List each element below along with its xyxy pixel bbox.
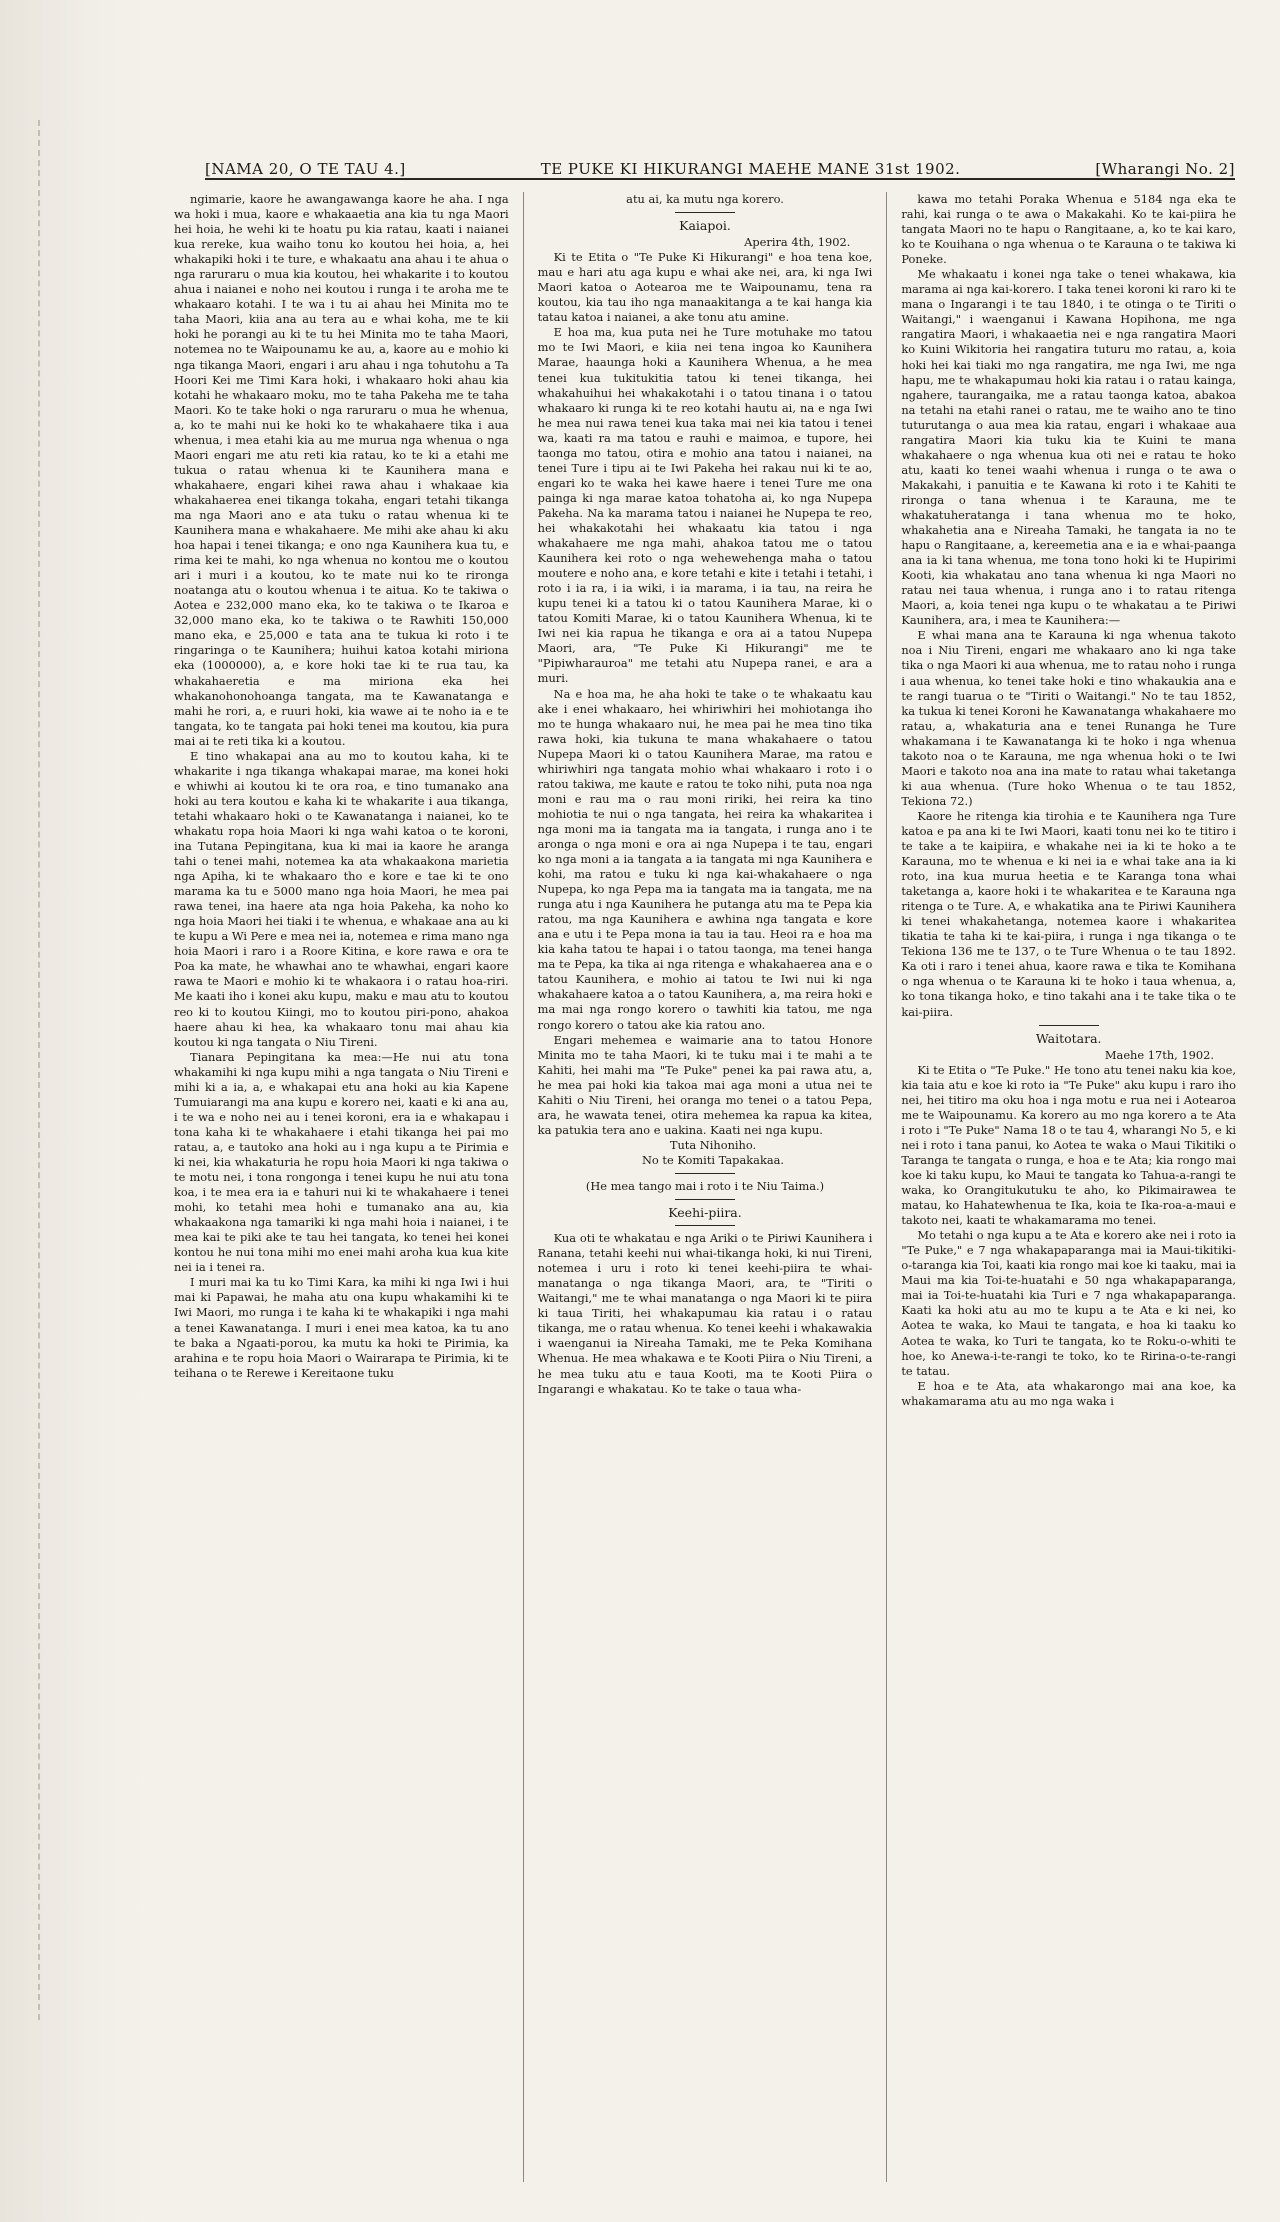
paragraph: E tino whakapai ana au mo to koutou kaha, ki te whakarite i nga tikanga whakapai marae, ma konei hoki e whiwhi ai koutou ki te ora roa, e tino tumanako ana hoki au tera koutou e kaha ki te whakarite i aua tikanga, tetahi whakaaro hoki o te Kawanatanga i naianei, ko te whakatu ropa hoia Maori ki nga wahi katoa o te koroni, ina Tutana Pepingitana, kua ki mai ia kaore he aranga tahi o tenei mahi, notemea ka ata whakaakona marietia nga Apiha, ki te whakaaro tho e kore e tae ki te ono marama ka tu e 5000 mano nga hoia Maori, he mea pai rawa tenei, ina haere ata nga hoia Pakeha, ka noho ko nga hoia Maori hei tiaki i te whenua, e whakaae ana au ki te kupu a Wi Pere e mea nei ia, notemea e rima mano nga hoia Maori i raro i a Roore Kitina, e kore rawa e ora te Poa ka mate, he whawhai ano te whawhai, engari kaore rawa te Maori e mohio ki te whakaora i o ratau hoa-riri. Me kaati iho i konei aku kupu, maku e mau atu to koutou reo ki to koutou Kiingi, mo to koutou piri-pono, ahakoa haere ahau ki hea, ka whakaaro tonu mai ahau kia koutou ki nga tangata o Niu Tireni. — [174, 748, 509, 1049]
section-divider — [675, 212, 735, 213]
paragraph: Na e hoa ma, he aha hoki te take o te whakaatu kau ake i enei whakaaro, hei whiriwhiri hei mohiotanga iho mo te hunga whakaaro nui, he mea pai he mea tino tika rawa hoki, kia tukuna te mana whakahaere o tatou Nupepa Maori ki o tatou Kaunihera Marae, ma ratou e whiriwhiri nga tangata mohio whai whakaaro i roto i o ratou takiwa, me kaute e ratou te toko nihi, puta noa nga moni e rau ma o rau moni ririki, hei reira ka tino mohiotia te nui o nga tangata, hei reira ka whakaritea i nga moni ma ia tangata ma ia tangata, i runga ano i te aronga o nga moni e ora ai nga Nupepa i te tau, engari ko nga moni a ia tangata a ia tangata mi nga Kaunihera e kohi, ma ratou e tuku ki nga kai-whakahaere o nga Nupepa, ko nga Pepa ma ia tangata ma ia tangata, me na runga atu i nga Kaunihera he putanga atu ma te Pepa kia ratou, ma nga Kaunihera e awhina nga tangata e kore ana e utu i te Pepa mona ia tau ia tau. Heoi ra e hoa ma kia kaha tatou te hapai i o tatou taonga, ma tenei hanga ma te Pepa, ka tika ai nga ritenga e whakahaerea ana e o tatou Kaunihera, e mohio ai tatou te Iwi nui ki nga whakahaere katoa a o tatou Kaunihera, a, ma reira hoki e ma mai nga rongo korero o tawhiti kia tatou, me nga rongo korero o tatou ake kia ratou ano. — [537, 686, 873, 1032]
section-divider — [1039, 1025, 1099, 1026]
paragraph: E hoa e te Ata, ata whakarongo mai ana koe, ka whakamarama atu au mo nga waka i — [901, 1378, 1237, 1408]
page-number: [Wharangi No. 2] — [1095, 160, 1235, 178]
article-columns — [160, 192, 1250, 2182]
column-2 — [523, 192, 887, 2182]
section-heading: Keehi-piira. — [668, 1205, 742, 1221]
left-page-margin — [0, 0, 150, 2222]
newspaper-title: TE PUKE KI HIKURANGI MAEHE MANE 31st 1902. — [540, 160, 961, 178]
paragraph: Ki te Etita o "Te Puke." He tono atu tenei naku kia koe, kia taia atu e koe ki roto ia "Te Puke" aku kupu i raro iho nei, hei titiro ma oku hoa i nga motu e rua nei i Aotearoa me te Waipounamu. Ka korero au mo nga korero a te Ata i roto i "Te Puke" Nama 18 o te tau 4, wharangi No 5, e ki nei i roto i tana panui, ko Aotea te waka o Maui Tikitiki o Taranga te tangata o runga, e hoa e te Ata; kia rongo mai koe ki taku kupu, ko Maui te tangata ko Tahua-a-rangi te waka, ko Orangitukutuku te aho, ko Pikimairawea te matau, ko Hahatewhenua te Ika, koia te Ika-roa-a-maui e takoto nei, kaati te whakamarama mo tenei. — [901, 1062, 1237, 1228]
paragraph: E hoa ma, kua puta nei he Ture motuhake mo tatou mo te Iwi Maori, e kiia nei tena ingoa ko Kaunihera Marae, haaunga hoki a Kaunihera Whenua, a he mea tenei kua tukitukitia tatou ki tenei tikanga, hei whakahuihui hei whakakotahi i o tatou tinana i o tatou whakaaro ki runga ki te reo kotahi hautu ai, na e nga Iwi he mea nui rawa tenei kua taka mai nei kia tatou i tenei wa, kaati ra ma tatou e rauhi e maimoa, e tupore, hei taonga mo tatou, otira e mohio ana tatou i naianei, na tenei Ture i tipu ai te Iwi Pakeha hei rakau nui ki te ao, engari ko te waka hei kawe haere i tenei Ture me ona painga ki nga marae katoa tohatoha ai, ko nga Nupepa Pakeha. Na ka marama tatou i naianei he Nupepa te reo, hei whakakotahi hei whakaatu kia tatou i nga whakahaere me nga mahi, ahakoa tatou me o tatou Kaunihera kei roto o nga wehewehenga maha o tatou moutere e noho ana, e kore tetahi e kite i tetahi i tetahi, i roto i ia ra, i ia wiki, i ia marama, i ia tau, na reira he kupu tenei ki a tatou ki o tatou Kaunihera Marae, ki o tatou Komiti Marae, ki o tatou Kaunihera Whenua, ki te Iwi nei kia rapua he tikanga e ora ai a tatou Nupepa Maori, ara, "Te Puke Ki Hikurangi" me te "Pipiwharauroa" me tetahi atu Nupepa ranei, e ara a muri. — [537, 325, 873, 686]
margin-ink-marks — [38, 120, 70, 2020]
column-3 — [886, 192, 1250, 2182]
section-heading: Kaiapoi. — [679, 218, 731, 234]
paragraph: I muri mai ka tu ko Timi Kara, ka mihi ki nga Iwi i hui mai ki Papawai, he maha atu ona kupu whakamihi ki te Iwi Maori, mo runga i te kaha ki te whakapiki i nga mahi a tenei Kawanatanga. I muri i enei mea katoa, ka tu ano te baka a Ngaati-porou, ka mutu ka hoki te Pirimia, ka arahina e te ropu hoia Maori o Wairarapa te Pirimia, ki te teihana o te Rerewe i Kereitaone tuku — [174, 1275, 509, 1380]
paragraph: ngimarie, kaore he awangawanga kaore he aha. I nga wa hoki i mua, kaore e whakaaetia ana kia tu nga Maori hei hoia, he wehi ki te hoatu pu kia ratau, kaati i naianei kua rereke, kua waiho tonu ko koutou hei hoia, a, hei whakapiki hoki i te ture, e whakaatu ana ahau i te ahua o nga raruraru o mua kia koutou, hei whakarite i to koutou ahua i naianei e noho nei koutou i runga i te aroha me te whakaaro kotahi. I te wa i tu ai ahau hei Minita mo te taha Maori, kiia ana au tera au e whai koha, me te kii hoki he porangi au ki te tu hei Minita mo te taha Maori, notemea no te Waipounamu ke au, a, kaore au e mohio ki nga tikanga Maori, engari i aru ahau i nga tohutohu a Ta Hoori Kei me Timi Kara hoki, i whakaaro hoki ahau kia kotahi he whakaaro moku, mo te taha Pakeha me te taha Maori. Ko te take hoki o nga raruraru o mua he whenua, a, ko te mahi nui ke hoki ko te whakahaere tika i aua whenua, i mea etahi kia au me murua nga whenua o nga Maori engari me atu reti kia ratau, ko te ki a etahi me tukua o ratau whenua ki te Kaunihera mana e whakahaere, engari kihei rawa ahau i whakaae kia whakahaerea enei tikanga tokaha, engari tetahi tikanga ma nga Maori ano e ata tuku o ratau whenua ki te Kaunihera mana e whakahaere. Me mihi ake ahau ki aku hoa hapai i tenei tikanga; e ono nga Kaunihera kua tu, e rima kei te mahi, ko nga whenua no kontou me o koutou ari i muri i a koutou, ko te mate nui ko te rironga noatanga atu o koutou whenua i te aitua. Ko te takiwa o Aotea e 232,000 mano eka, ko te takiwa o te Ikaroa e 32,000 mano eka, ko te takiwa o te Rawhiti 150,000 mano eka, e 25,000 e tata ana te tukua ki roto i te ringaringa o te Kaunihera; huihui katoa kotahi miriona eka (1000000), a, e kore hoki tae ki te rua tau, ka whakahaeretia e ma miriona eka hei whakanohonohoanga tangata, ma te Kawanatanga e mahi he rori, a, e ruuri hoki, kia wawe ai te noho ia e te tangata, ko te tangata pai hoki tenei ma koutou, kia pura mai ai te reti tika ki a koutou. — [174, 192, 509, 748]
column-1 — [160, 192, 523, 2182]
paragraph: E whai mana ana te Karauna ki nga whenua takoto noa i Niu Tireni, engari me whakaaro ano ki nga take tika o nga Maori ki aua whenua, me to ratau noho i runga i aua whenua, ko tenei take hoki e tino whakaukia ana e te rangi tuarua o te "Tiriti o Waitangi." No te tau 1852, ka tukua ki tenei Koroni he Kawanatanga whakahaere mo ratau, a, whakaturia ana e tenei Runanga he Ture whakamana i te Kawanatanga ki te hoko i nga whenua takoto noa o te Karauna, me nga whenua hoki o te Iwi Maori e takoto noa ana ina mate to ratau whai taketanga ki aua whenua. (Ture hoko Whenua o te tau 1852, Tekiona 72.) — [901, 628, 1237, 808]
section-divider — [675, 1173, 735, 1174]
paragraph: Tianara Pepingitana ka mea:—He nui atu tona whakamihi ki nga kupu mihi a nga tangata o Niu Tireni e mihi ki a ia, a, e whakapai etu ana hoki au kia Kapene Tumuiarangi ma ana kupu e korero nei, kaati e ki ana au, i te wa e noho nei au i tenei koroni, era ia e whakapau i tona kaha ki te whakahaere i etahi tikanga hei pai mo ratau, a, e tautoko ana hoki au i nga kupu a te Pirimia e ki nei, kia whakaturia he ropu hoia Maori ki nga takiwa o te motu nei, i tona rongonga i tenei kupu he nui atu tona koa, i te mea era ia e tahuri nui ki te whakahaere i tenei mohi, ko tetahi mea hohi e tumanako ana au, kia whakaakona nga tamariki ki nga mahi hoia i naianei, i te mea kai te piki ake te tau hei tangata, ko tenei hei konei kontou he nui tona mihi mo enei mahi aroha kua kua kite nei ia i tenei ra. — [174, 1049, 509, 1275]
source-note: (He mea tango mai i roto i te Niu Taima.) — [585, 1179, 825, 1193]
section-divider — [675, 1225, 735, 1226]
paragraph: kawa mo tetahi Poraka Whenua e 5184 nga eka te rahi, kai runga o te awa o Makakahi. Ko te kai-piira he tangata Maori no te hapu o Rangitaane, a, ko te kai karo, ko te Kouihana o nga whenua o te Karauna o te takiwa ki Poneke. — [901, 192, 1237, 267]
page-header — [205, 150, 1235, 180]
section-divider — [675, 1199, 735, 1200]
paragraph: Mo tetahi o nga kupu a te Ata e korero ake nei i roto ia "Te Puke," e 7 nga whakapaparanga mai ia Maui-tikitiki-o-taranga kia Toi, kaati kia rongo mai koe ki taaku, mai ia Maui ma kia Toi-te-huatahi e 50 nga whakapaparanga, mai ia Toi-te-huatahi kia Turi e 7 nga whakapaparanga. Kaati ka hoki atu au mo te kupu a te Ata e ki nei, ko Aotea te waka, ko Maui te tangata, e hoa ki taaku ko Aotea te waka, ko Turi te tangata, ko te Roku-o-whiti te hoe, ko Anewa-i-te-rangi te toko, ko te Ririna-o-te-rangi te tatau. — [901, 1228, 1237, 1378]
dateline: Maehe 17th, 1902. — [1104, 1047, 1215, 1062]
paragraph: Ki te Etita o "Te Puke Ki Hikurangi" e hoa tena koe, mau e hari atu aga kupu e whai ake nei, ara, ki nga Iwi Maori katoa o Aotearoa me te Waipounamu, tena ra koutou, kia tau iho nga manaakitanga a te kai hanga kia tatau katoa i naianei, a ake tonu atu amine. — [537, 250, 873, 325]
paragraph: atu ai, ka mutu nga korero. — [626, 192, 784, 206]
dateline: Aperira 4th, 1902. — [744, 235, 851, 250]
paragraph: Kaore he ritenga kia tirohia e te Kaunihera nga Ture katoa e pa ana ki te Iwi Maori, kaati tonu nei ko te titiro i te take a te kaipiira, e whakahe nei ia ki te hoko a te Karauna, mo te whenua e ki nei ia e whai take ana ia ki roto, ina kua murua heetia e te Karanga tona whai taketanga a, kaore hoki i te whakaritea e te Karauna nga ritenga o te Ture. A, e whakatika ana te Piriwi Kaunihera ki tenei whakahetanga, notemea kaore i whakaritea tikatia te taha ki te kai-piira, i runga i nga tikanga o te Tekiona 136 me te 137, o te Ture Whenua o te tau 1892. Ka oti i raro i tenei ahua, kaore rawa e tika te Komihana o nga whenua o te Karauna ki te hoko i taua whenua, a, ko tona tikanga hoko, e tino takahi ana i te take tika o te kai-piira. — [901, 808, 1237, 1019]
paragraph: Me whakaatu i konei nga take o tenei whakawa, kia marama ai nga kai-korero. I taka tenei koroni ki raro ki te mana o Ingarangi i te tau 1840, i te otinga o te Tiriti o Waitangi," i waenganui i Kawana Hopihona, me nga rangatira Maori, i whakaaetia nei e nga rangatira Maori ko Kuini Wikitoria hei rangatira tuturu mo ratau, a, koia hoki hei kai tiaki mo nga rangatira, me nga Iwi, me nga hapu, me te whakapumau hoki kia ratau i o ratau kainga, ngahere, taurangaika, me a ratau taonga katoa, abakoa na tetahi na etahi ranei o ratau, me te waiho ano te tino tuturutanga o aua mea kia ratau, engari i whakaae aua rangatira Maori kia tuku kia te Kuini te mana whakahaere o nga whenua kua oti nei e ratau te hoko atu, kaati ko tenei waahi whenua i runga o te awa o Makakahi, i panuitia e te Kawana ki roto i te Kahiti te rironga o tana whenua i te Karauna, me te whakatuheratanga i tana whenua mo te hoko, whakahetia ana e Nireaha Tamaki, he tangata ia no te hapu o Rangitaane, a, kereemetia ana e ia e whai-paanga ana ia ki tana whenua, me tona tono hoki ki te Hupirimi Kooti, kia whakatau ano tana whenua ki nga Maori no ratau nei taua whenua, i runga ano i to ratau ritenga Maori, a, koia tenei nga kupu o te whakatau a te Piriwi Kaunihera, ara, i mea te Kaunihera:— — [901, 267, 1237, 628]
issue-number: [NAMA 20, O TE TAU 4.] — [205, 160, 406, 178]
paragraph: Engari mehemea e waimarie ana to tatou Honore Minita mo te taha Maori, ki te tuku mai i te mahi a te Kahiti, hei mahi ma "Te Puke" penei ka pai rawa atu, a, he mea pai hoki kia takoa mai aga moni a utua nei te Kahiti o Niu Tireni, hei oranga mo tenei o a tatou Pepa, ara, he wawata tenei, otira mehemea ka rapua ka kitea, ka patukia tera ano e uakina. Kaati nei nga kupu. — [537, 1032, 873, 1137]
signature: Tuta Nihoniho. — [669, 1137, 757, 1152]
section-heading: Waitotara. — [1035, 1030, 1102, 1046]
signature: No te Komiti Tapakakaa. — [641, 1152, 785, 1167]
paragraph: Kua oti te whakatau e nga Ariki o te Piriwi Kaunihera i Ranana, tetahi keehi nui whai-tikanga hoki, ki nui Tireni, notemea i uru i roto ki tenei keehi-piira te whai-manatanga o nga tikanga Maori, ara, te "Tiriti o Waitangi," me te whai manatanga o nga Maori ki te piira ki taua Tiriti, hei whakapumau kia ratau i o ratau tikanga, me o ratau whenua. Ko tenei keehi i whakawakia i waenganui ia Nireaha Tamaki, me te Peka Komihana Whenua. He mea whakawa e te Kooti Piira o Niu Tireni, a he mea tuku atu e taua Kooti, ma te Kooti Piira o Ingarangi e whakatau. Ko te take o taua wha- — [537, 1231, 873, 1396]
